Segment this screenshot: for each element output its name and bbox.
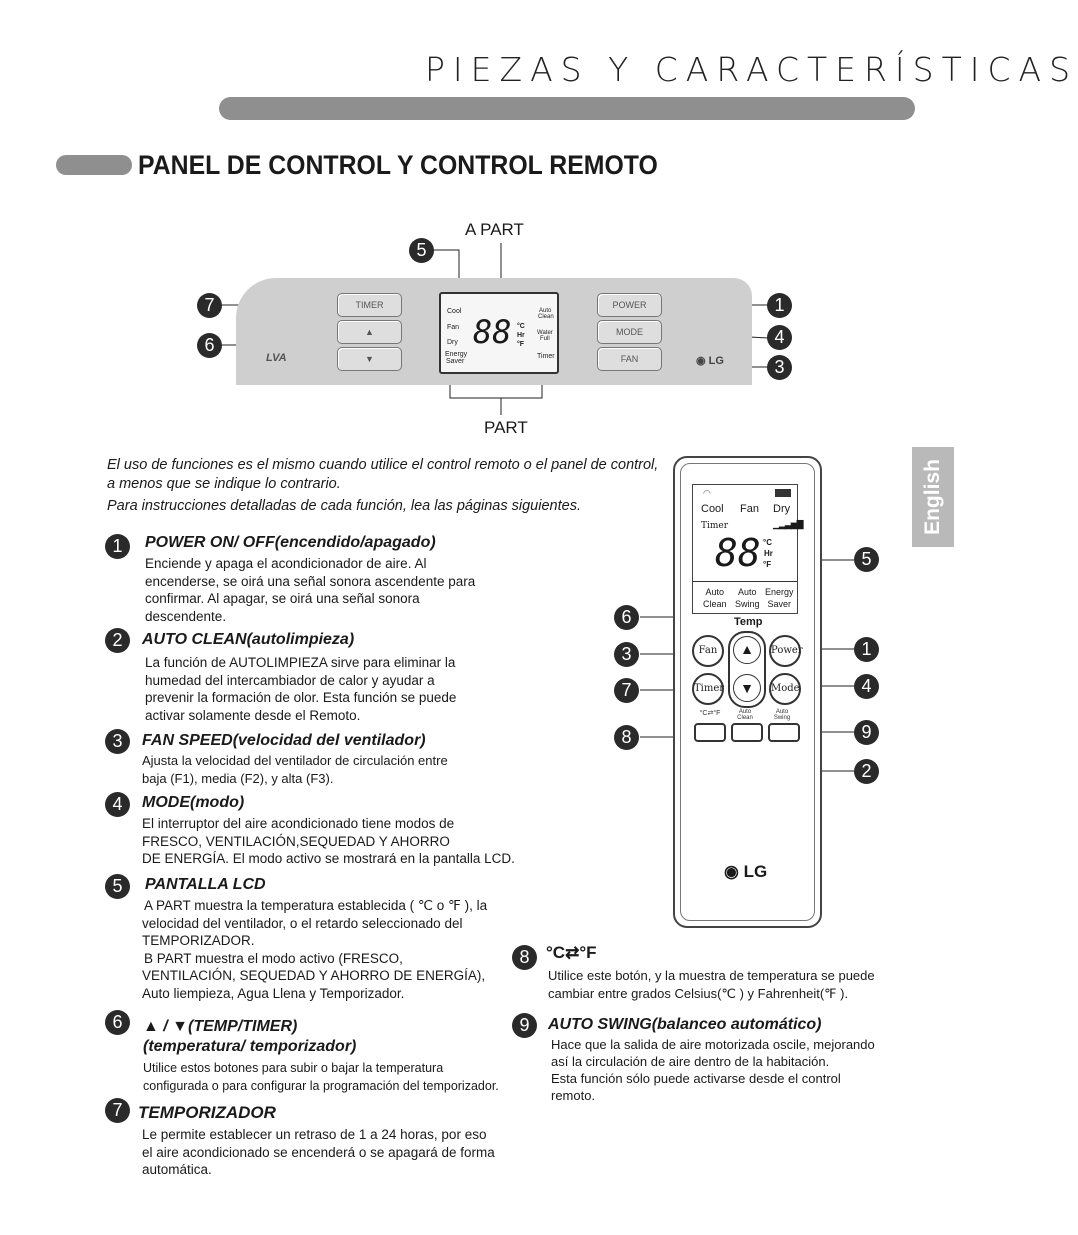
feature-5-line: VENTILACIÓN, SEQUEDAD Y AHORRO DE ENERGÍA),: [142, 968, 486, 983]
feature-6-line: Utilice estos botones para subir o bajar la temperatura: [143, 1061, 444, 1075]
panel-lcd-fahrenheit: °F: [517, 341, 525, 348]
a-part-label: A PART: [465, 220, 524, 239]
remote-mode-button[interactable]: Mode: [769, 673, 801, 705]
feature-7-badge: 7: [105, 1098, 130, 1123]
remote-lcd-timer: Timer: [701, 521, 729, 531]
feature-3-line: baja (F1), media (F2), y alta (F3).: [142, 770, 334, 786]
feature-3-body: [142, 752, 448, 787]
feature-1-badge: 1: [105, 534, 130, 559]
feature-9-badge: 9: [512, 1013, 537, 1038]
remote-small-swing: Swing: [773, 715, 791, 721]
remote-lcd-fahrenheit: °F: [763, 560, 772, 569]
remote-callout-2: 2: [854, 759, 879, 784]
remote-auto-swing-button[interactable]: [768, 723, 800, 742]
panel-fan-button[interactable]: FAN: [597, 347, 662, 371]
remote-small-auto2: Auto: [775, 709, 789, 715]
battery-icon: [775, 489, 791, 497]
feature-8-title: °C⇄°F: [546, 943, 597, 962]
feature-6-title: ▲ / ▼(TEMP/TIMER): [143, 1018, 298, 1035]
remote-lcd-energy-saver: [765, 586, 794, 610]
panel-lcd-dry: Dry: [447, 339, 458, 346]
feature-8-line: cambiar entre grados Celsius(℃ ) y Fahrenheit(℉ ).: [548, 985, 849, 1001]
feature-4-line: El interruptor del aire acondicionado tiene modos de: [142, 816, 455, 831]
remote-lcd-energy: Energy: [765, 587, 794, 597]
feature-1-line: Enciende y apaga el acondicionador de aire. Al: [145, 556, 427, 571]
feature-5-body: [142, 897, 487, 1002]
section-title: PANEL DE CONTROL Y CONTROL REMOTO: [138, 150, 658, 180]
remote-small-auto: Auto: [738, 709, 752, 715]
feature-9-line: Esta función sólo puede activarse desde el control: [551, 1071, 841, 1086]
remote-lg-logo: ◉ LG: [724, 862, 768, 881]
panel-lcd: [439, 292, 559, 374]
feature-7-title: TEMPORIZADOR: [138, 1103, 276, 1122]
feature-9-body: [551, 1036, 875, 1104]
remote-callout-4: 4: [854, 674, 879, 699]
feature-5-line: Auto liempieza, Agua Llena y Temporizador.: [142, 985, 405, 1001]
remote-lcd-hr: Hr: [764, 549, 773, 558]
remote-lcd-saver: Saver: [767, 599, 792, 609]
remote-cf-label: °C⇄°F: [699, 710, 721, 717]
feature-9-line: Hace que la salida de aire motorizada oscile, mejorando: [551, 1037, 875, 1052]
remote-small-clean: Clean: [737, 715, 753, 721]
lva-logo: LVA: [266, 352, 287, 364]
feature-8-line: Utilice este botón, y la muestra de temperatura se puede: [548, 968, 875, 983]
feature-3-badge: 3: [105, 729, 130, 754]
feature-9-line: así la circulación de aire dentro de la habitación.: [551, 1054, 830, 1069]
panel-timer-button[interactable]: TIMER: [337, 293, 402, 317]
panel-callout-3: 3: [767, 355, 792, 380]
remote-lcd-cool: Cool: [701, 503, 724, 515]
panel-lg-logo: ◉ LG: [696, 355, 724, 367]
remote-callout-8: 8: [614, 725, 639, 750]
feature-5-line: TEMPORIZADOR.: [142, 933, 255, 948]
panel-lcd-full: Full: [540, 336, 550, 342]
panel-lcd-energy: Energy: [445, 351, 468, 358]
feature-1-line: confirmar. Al apagar, se oirá una señal sonora: [145, 591, 420, 606]
panel-callout-6: 6: [197, 333, 222, 358]
panel-lcd-celsius: °C: [517, 323, 525, 330]
panel-lcd-cool: Cool: [447, 308, 462, 315]
remote-power-button[interactable]: Power: [769, 635, 801, 667]
lcd-divider: [693, 581, 797, 582]
feature-6-line: configurada o para configurar la programación del temporizador.: [143, 1078, 499, 1093]
panel-power-button[interactable]: POWER: [597, 293, 662, 317]
feature-2-line: La función de AUTOLIMPIEZA sirve para eliminar la: [145, 655, 456, 670]
panel-lcd-auto: Auto: [539, 308, 552, 314]
panel-callout-1: 1: [767, 293, 792, 318]
feature-1-body: [145, 555, 475, 625]
feature-1-line: descendente.: [145, 608, 227, 624]
remote-temp-label: Temp: [734, 616, 763, 628]
panel-lcd-saver: Saver: [446, 358, 465, 365]
remote-lcd-auto: Auto: [705, 587, 725, 597]
feature-4-title: MODE(modo): [142, 794, 245, 811]
remote-lcd-auto2: Auto: [738, 587, 757, 597]
feature-9-line: remoto.: [551, 1088, 596, 1103]
feature-5-line: B PART muestra el modo activo (FRESCO,: [144, 950, 403, 966]
feature-2-title: AUTO CLEAN(autolimpieza): [142, 631, 355, 648]
intro-text: [107, 456, 667, 516]
feature-2-line: activar solamente desde el Remoto.: [145, 707, 361, 723]
feature-1-line: encenderse, se oirá una señal sonora ascendente para: [145, 573, 476, 589]
remote-lcd-clean: Clean: [703, 599, 727, 609]
remote-timer-button[interactable]: Timer: [692, 673, 724, 705]
feature-5-badge: 5: [105, 874, 130, 899]
remote-lcd-fan: Fan: [740, 503, 759, 515]
feature-6-subtitle: (temperatura/ temporizador): [143, 1038, 357, 1055]
remote-callout-1: 1: [854, 637, 879, 662]
remote-auto-swing-label: [768, 709, 796, 721]
feature-4-line: FRESCO, VENTILACIÓN,SEQUEDAD Y AHORRO: [142, 833, 450, 849]
panel-up-button[interactable]: ▲: [337, 320, 402, 344]
panel-lcd-hr: Hr: [517, 332, 525, 339]
remote-auto-clean-button[interactable]: [731, 723, 763, 742]
feature-5-title: PANTALLA LCD: [145, 876, 266, 893]
intro-line-2: Para instrucciones detalladas de cada función, lea las páginas siguientes.: [107, 498, 581, 514]
feature-8-badge: 8: [512, 945, 537, 970]
remote-fan-button[interactable]: Fan: [692, 635, 724, 667]
panel-lcd-digits: 88: [473, 313, 512, 351]
remote-down-button[interactable]: ▼: [733, 674, 761, 702]
remote-callout-3: 3: [614, 642, 639, 667]
panel-mode-button[interactable]: MODE: [597, 320, 662, 344]
remote-lcd-swing: Swing: [735, 599, 760, 609]
feature-2-body: [145, 654, 456, 724]
remote-auto-clean-label: [731, 709, 759, 721]
panel-lcd-water: Water: [537, 330, 553, 336]
b-part-label: PART: [484, 418, 528, 437]
feature-8-body: [548, 967, 875, 1002]
remote-lcd-celsius: °C: [763, 538, 772, 547]
feature-6-body: [143, 1060, 499, 1095]
panel-lcd-clean: Clean: [538, 314, 554, 320]
panel-down-button[interactable]: ▼: [337, 347, 402, 371]
fan-level-icon: ▁▂▃▅▇: [773, 519, 803, 529]
feature-9-title: AUTO SWING(balanceo automático): [548, 1016, 822, 1033]
feature-2-line: prevenir la formación de olor. Esta función se puede: [145, 690, 457, 705]
feature-4-badge: 4: [105, 792, 130, 817]
feature-5-line: A PART muestra la temperatura establecida ( ℃ o ℉ ), la: [144, 898, 488, 913]
feature-5-line: velocidad del ventilador, o el retardo seleccionado del: [142, 915, 463, 931]
remote-cf-button[interactable]: [694, 723, 726, 742]
page-title: PIEZAS Y CARACTERÍSTICAS: [425, 50, 1078, 89]
remote-up-button[interactable]: ▲: [733, 636, 761, 664]
feature-7-body: [142, 1126, 495, 1179]
panel-lg-text: LG: [708, 355, 724, 367]
panel-callout-4: 4: [767, 325, 792, 350]
remote-callout-7: 7: [614, 678, 639, 703]
intro-line-1: El uso de funciones es el mismo cuando utilice el control remoto o el panel de control, a menos que se indique lo contrario.: [107, 457, 659, 492]
remote-lcd: [692, 484, 803, 614]
feature-7-line: el aire acondicionado se encenderá o se apagará de forma: [142, 1144, 495, 1160]
feature-1-title: POWER ON/ OFF(encendido/apagado): [145, 534, 436, 551]
feature-3-line: Ajusta la velocidad del ventilador de circulación entre: [142, 753, 448, 768]
language-tab-label: English: [921, 459, 944, 535]
remote-callout-5: 5: [854, 547, 879, 572]
feature-6-badge: 6: [105, 1010, 130, 1035]
panel-lcd-fan: Fan: [447, 324, 460, 331]
remote-callout-9: 9: [854, 720, 879, 745]
feature-2-line: humedad del intercambiador de calor y ayudar a: [145, 672, 435, 688]
signal-icon: ◠: [703, 488, 711, 498]
remote-lcd-auto-swing: [735, 586, 760, 610]
feature-2-badge: 2: [105, 628, 130, 653]
panel-lcd-timer: Timer: [537, 353, 555, 360]
panel-callout-5: 5: [409, 238, 434, 263]
feature-4-line: DE ENERGÍA. El modo activo se mostrará en la pantalla LCD.: [142, 851, 515, 866]
feature-3-title: FAN SPEED(velocidad del ventilador): [142, 732, 426, 749]
remote-lcd-digits: 88: [715, 531, 761, 575]
remote-lcd-auto-clean: [703, 586, 727, 610]
remote-lg-text: LG: [743, 862, 768, 881]
remote-callout-6: 6: [614, 605, 639, 630]
panel-callout-7: 7: [197, 293, 222, 318]
feature-7-line: automática.: [142, 1162, 212, 1177]
feature-7-line: Le permite establecer un retraso de 1 a 24 horas, por eso: [142, 1127, 487, 1142]
remote-lcd-dry: Dry: [773, 503, 791, 515]
feature-4-body: [142, 815, 515, 868]
